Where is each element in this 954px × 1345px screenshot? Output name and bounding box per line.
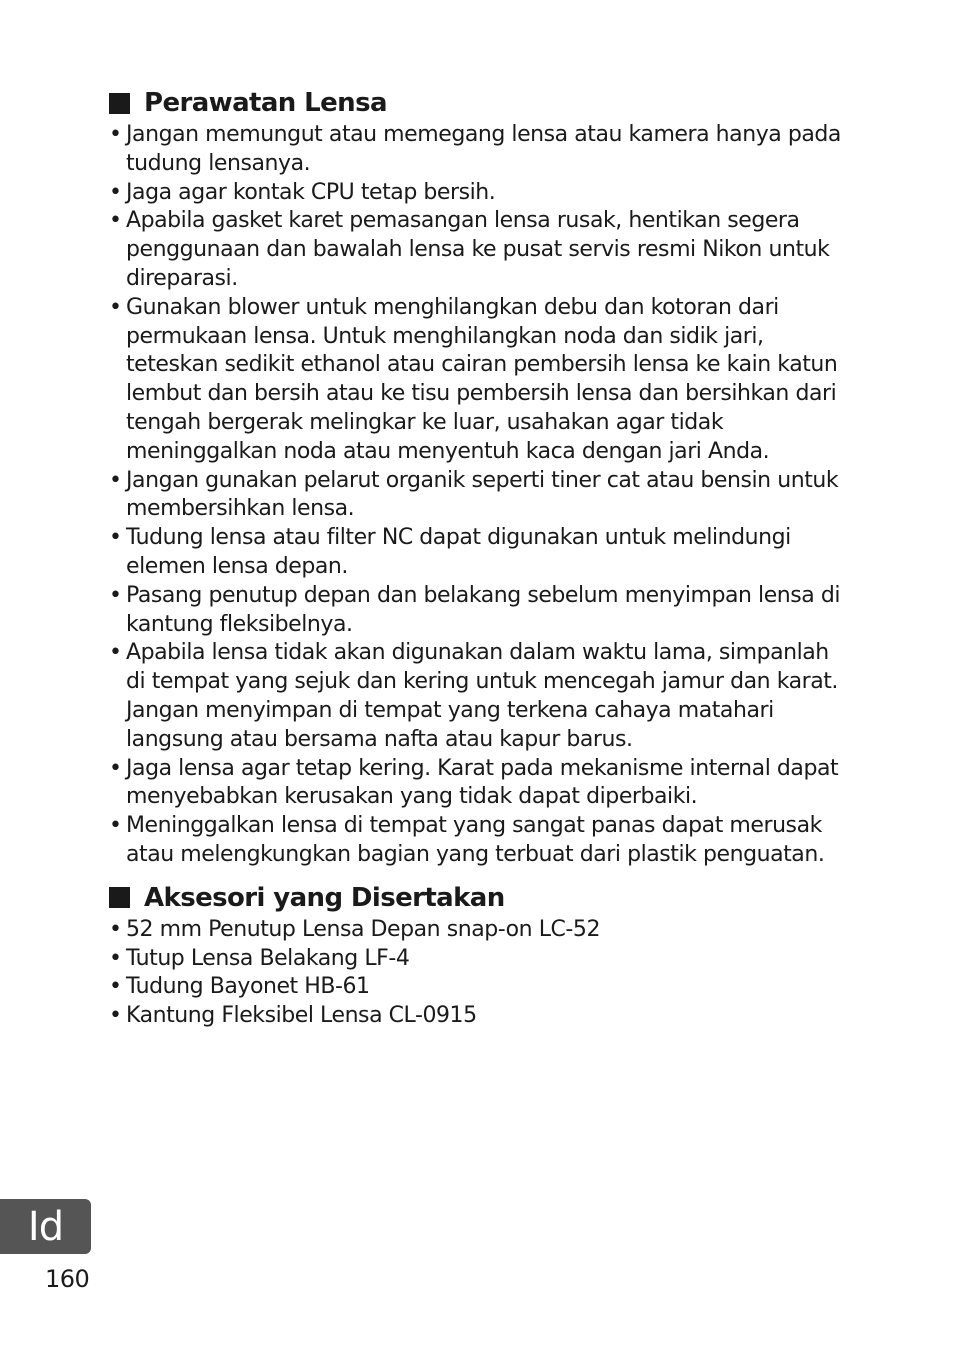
- bullet-icon: •: [109, 179, 122, 205]
- list-item-text: Pasang penutup depan dan belakang sebelum menyimpan lensa di kantung fleksibelnya.: [126, 582, 841, 637]
- bullet-icon: •: [109, 122, 122, 147]
- list-item-text: 52 mm Penutup Lensa Depan snap-on LC-52: [126, 916, 601, 942]
- bullet-icon: •: [109, 813, 122, 839]
- bullet-icon: •: [109, 916, 122, 942]
- list-item-text: Meninggalkan lensa di tempat yang sangat panas dapat merusak atau melengkungkan bagian yang terbuat dari plastik penguatan.: [126, 813, 825, 867]
- section-heading-text: Perawatan Lensa: [144, 88, 387, 118]
- list-item-text: Gunakan blower untuk menghilangkan debu dan kotoran dari permukaan lensa. Untuk menghilangkan noda dan sidik jari, teteskan sedikit ethanol atau cairan pembersih lensa ke kain katun lembut dan bersih atau ke tisu pembersih lensa dan bersihkan dari tengah bergerak melingkar ke luar, usahakan agar tidak meninggalkan noda atau menyentuh kaca dengan jari Anda.: [126, 294, 838, 464]
- list-item-text: Jangan memungut atau memegang lensa atau kamera hanya pada tudung lensanya.: [126, 122, 841, 176]
- list-item-text: Tudung lensa atau filter NC dapat digunakan untuk melindungi elemen lensa depan.: [126, 525, 791, 579]
- bullet-icon: •: [109, 525, 122, 551]
- list-item-text: Jaga agar kontak CPU tetap bersih.: [126, 179, 496, 205]
- list-item: [109, 1002, 849, 1031]
- heading-square-icon: [109, 887, 130, 908]
- care-list: [109, 121, 849, 870]
- bullet-icon: •: [109, 294, 122, 320]
- bullet-icon: •: [109, 640, 122, 666]
- accessories-list: [109, 916, 849, 1031]
- list-item: [109, 755, 849, 813]
- bullet-icon: •: [109, 945, 122, 971]
- bullet-icon: •: [109, 974, 122, 1000]
- language-tab-label: Id: [27, 1203, 64, 1250]
- list-item: [109, 973, 849, 1002]
- bullet-icon: •: [109, 1003, 122, 1029]
- list-item: [109, 207, 849, 293]
- section-heading-aksesori: [109, 880, 849, 916]
- list-item-text: Apabila gasket karet pemasangan lensa rusak, hentikan segera penggunaan dan bawalah lensa ke pusat servis resmi Nikon untuk direparasi.: [126, 208, 830, 291]
- list-item: [109, 179, 849, 208]
- list-item: [109, 639, 849, 754]
- heading-square-icon: [109, 93, 130, 114]
- list-item: [109, 524, 849, 582]
- list-item-text: Tudung Bayonet HB-61: [126, 974, 370, 1000]
- section-heading-perawatan-lensa: [109, 85, 849, 121]
- list-item-text: Kantung Fleksibel Lensa CL-0915: [126, 1003, 477, 1029]
- list-item: [109, 945, 849, 974]
- bullet-icon: •: [109, 467, 122, 493]
- page-number: 160: [45, 1265, 90, 1293]
- list-item: [109, 467, 849, 525]
- list-item: [109, 121, 849, 179]
- page-content: [109, 85, 849, 1031]
- list-item-text: Jaga lensa agar tetap kering. Karat pada mekanisme internal dapat menyebabkan kerusakan yang tidak dapat diperbaiki.: [126, 755, 839, 810]
- bullet-icon: •: [109, 582, 122, 608]
- list-item: [109, 812, 849, 870]
- bullet-icon: •: [109, 755, 122, 781]
- list-item: [109, 916, 849, 945]
- list-item-text: Apabila lensa tidak akan digunakan dalam waktu lama, simpanlah di tempat yang sejuk dan kering untuk mencegah jamur dan karat. Jangan menyimpan di tempat yang terkena cahaya matahari langsung atau bersama nafta atau kapur barus.: [126, 640, 838, 752]
- section-heading-text: Aksesori yang Disertakan: [144, 882, 505, 913]
- list-item-text: Tutup Lensa Belakang LF-4: [126, 945, 410, 971]
- list-item: [109, 294, 849, 467]
- list-item-text: Jangan gunakan pelarut organik seperti tiner cat atau bensin untuk membersihkan lensa.: [126, 467, 839, 522]
- bullet-icon: •: [109, 208, 122, 234]
- language-tab: [0, 1199, 91, 1254]
- list-item: [109, 582, 849, 640]
